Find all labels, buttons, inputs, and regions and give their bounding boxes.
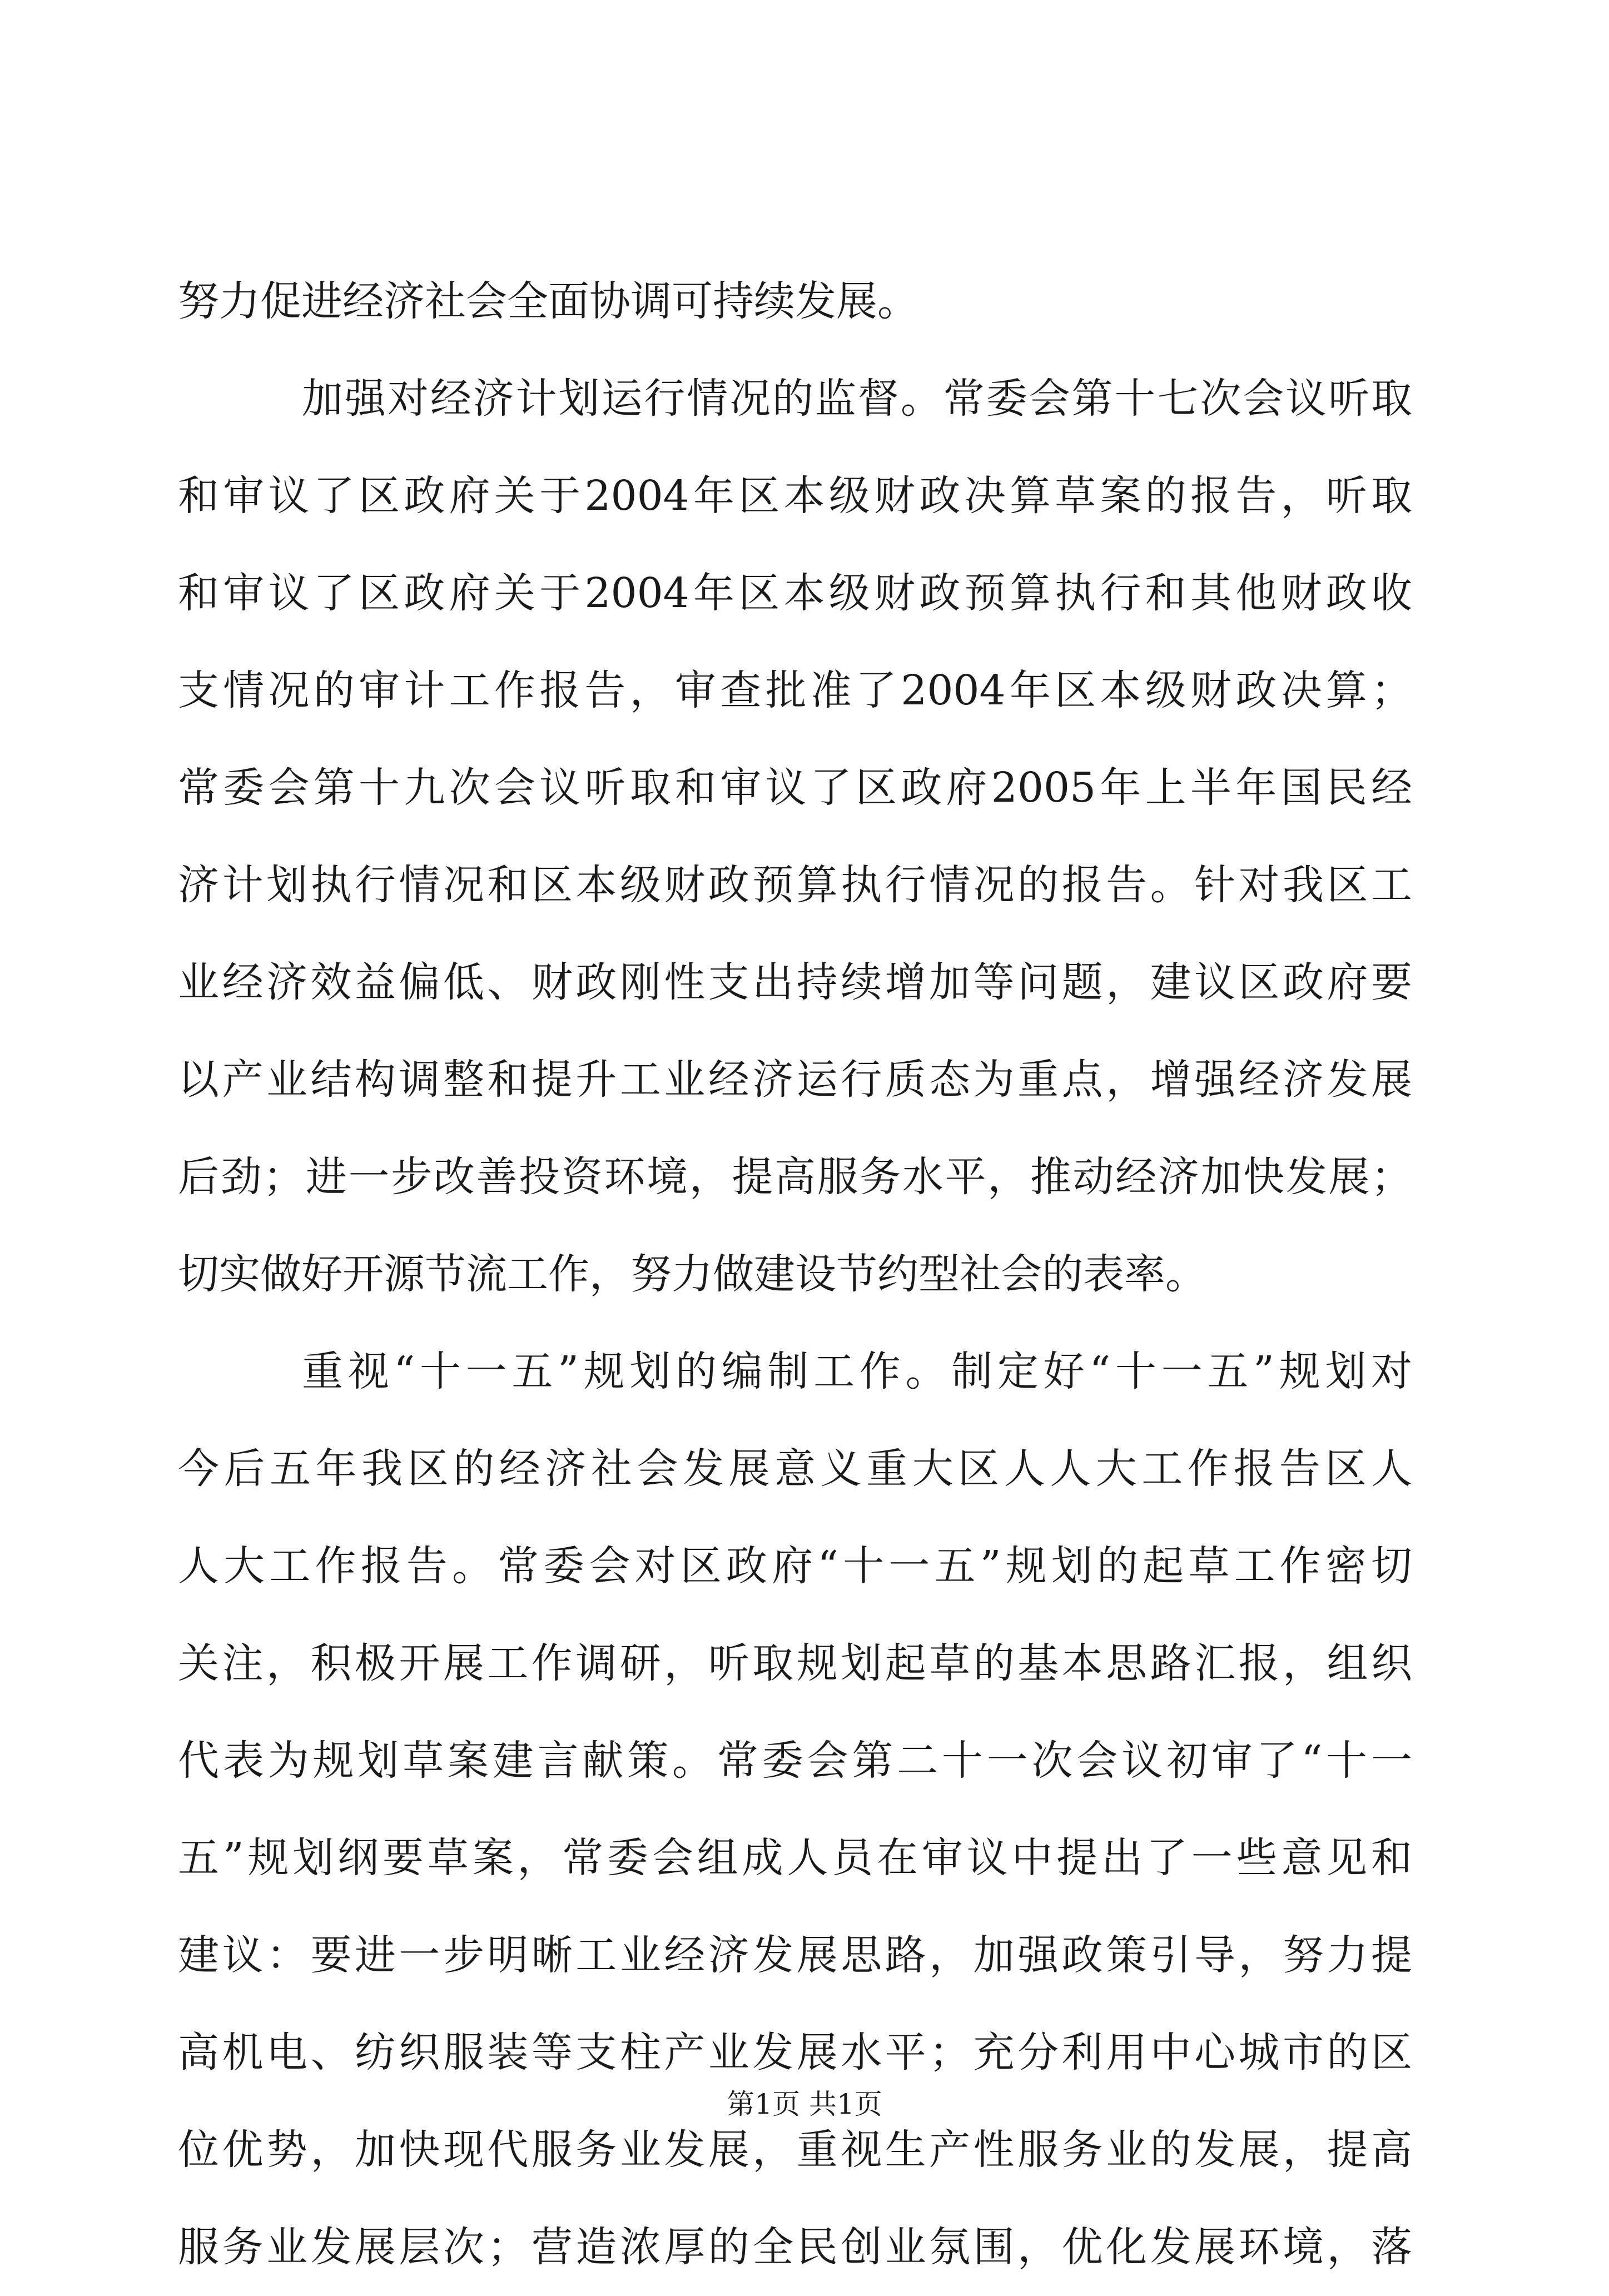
text-line: 重视“十一五”规划的编制工作。制定好“十一五”规划对	[302, 1348, 1412, 1395]
text-line: 高机电、纺织服装等支柱产业发展水平；充分利用中心城市的区	[178, 2029, 1412, 2076]
text-line: 五”规划纲要草案，常委会组成人员在审议中提出了一些意见和	[178, 1834, 1412, 1882]
text-line: 今后五年我区的经济社会发展意义重大区人人大工作报告区人	[178, 1445, 1412, 1493]
page-number-footer: 第1页 共1页	[727, 2088, 882, 2120]
text-line: 加强对经济计划运行情况的监督。常委会第十七次会议听取	[302, 375, 1412, 423]
text-line: 和审议了区政府关于2004年区本级财政预算执行和其他财政收	[178, 569, 1412, 617]
text-line: 切实做好开源节流工作，努力做建设节约型社会的表率。	[178, 1250, 1206, 1298]
text-line: 关注，积极开展工作调研，听取规划起草的基本思路汇报，组织	[178, 1639, 1412, 1687]
text-line: 业经济效益偏低、财政刚性支出持续增加等问题，建议区政府要	[178, 958, 1412, 1006]
text-line: 服务业发展层次；营造浓厚的全民创业氛围，优化发展环境，落	[178, 2223, 1412, 2271]
text-line: 后劲；进一步改善投资环境，提高服务水平，推动经济加快发展；	[178, 1153, 1412, 1201]
text-line: 人大工作报告。常委会对区政府“十一五”规划的起草工作密切	[178, 1542, 1412, 1590]
text-line: 建议：要进一步明晰工业经济发展思路，加强政策引导，努力提	[178, 1931, 1412, 1979]
text-line: 以产业结构调整和提升工业经济运行质态为重点，增强经济发展	[178, 1056, 1412, 1104]
text-line: 和审议了区政府关于2004年区本级财政决算草案的报告，听取	[178, 472, 1412, 520]
text-line: 济计划执行情况和区本级财政预算执行情况的报告。针对我区工	[178, 861, 1412, 909]
text-line: 支情况的审计工作报告，审查批准了2004年区本级财政决算；	[178, 667, 1412, 714]
text-line: 代表为规划草案建言献策。常委会第二十一次会议初审了“十一	[178, 1737, 1412, 1785]
document-body	[178, 253, 1412, 2296]
text-line: 位优势，加快现代服务业发展，重视生产性服务业的发展，提高	[178, 2126, 1412, 2174]
text-line: 努力促进经济社会全面协调可持续发展。	[178, 277, 918, 325]
text-line: 常委会第十九次会议听取和审议了区政府2005年上半年国民经	[178, 764, 1412, 812]
